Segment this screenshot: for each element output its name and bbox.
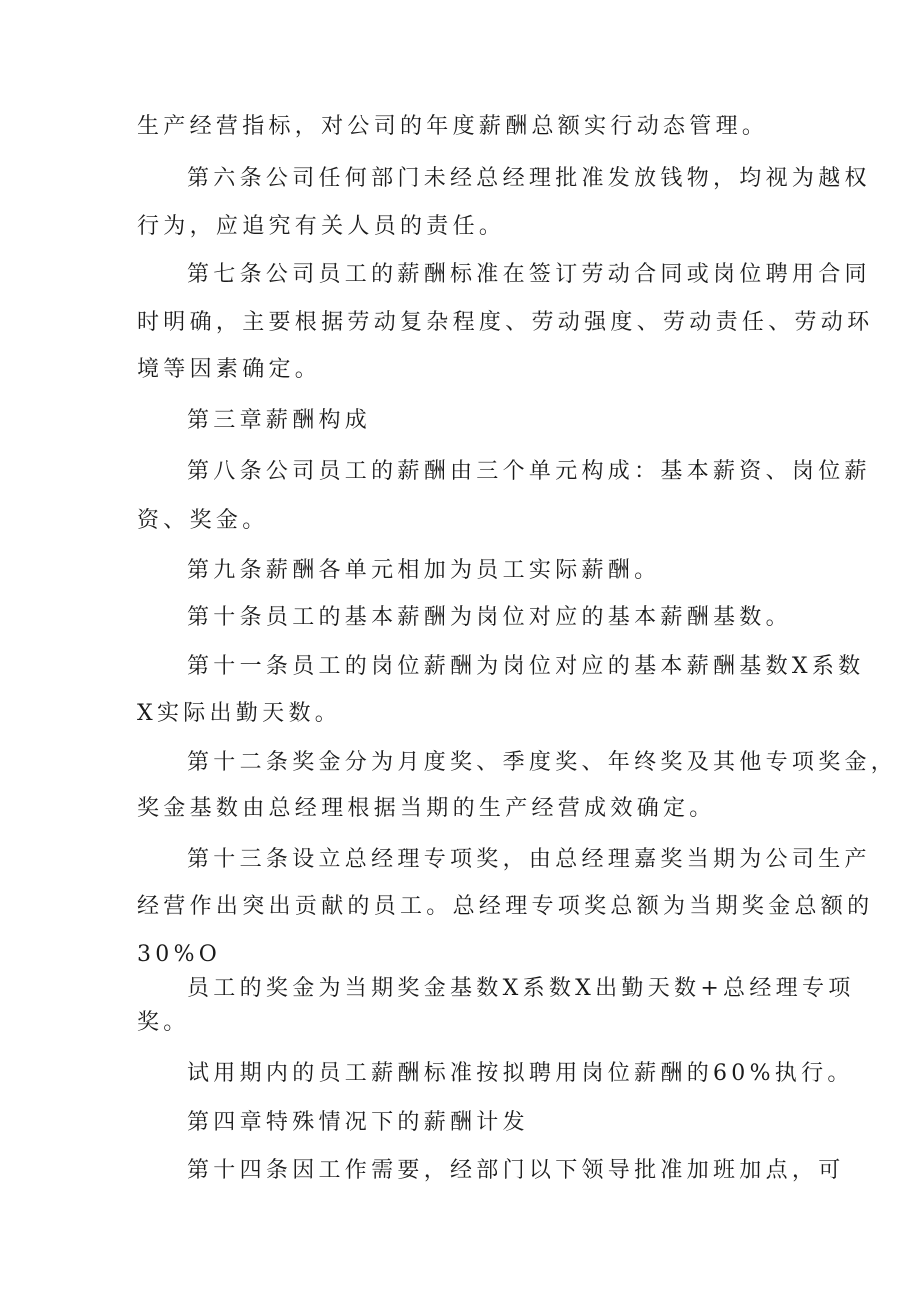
paragraph-line: 资、奖金。 xyxy=(137,508,269,533)
paragraph-line: 经营作出突出贡献的员工。总经理专项奖总额为当期奖金总额的 xyxy=(137,894,874,919)
paragraph-line: 时明确，主要根据劳动复杂程度、劳动强度、劳动责任、劳动环 xyxy=(137,310,874,335)
chapter-heading: 第三章薪酬构成 xyxy=(187,408,372,433)
paragraph-line: 第十二条奖金分为月度奖、季度奖、年终奖及其他专项奖金， xyxy=(187,750,898,775)
paragraph-line: 第十条员工的基本薪酬为岗位对应的基本薪酬基数。 xyxy=(187,605,792,630)
paragraph-line: 第七条公司员工的薪酬标准在签订劳动合同或岗位聘用合同 xyxy=(187,262,871,287)
paragraph-line: 生产经营指标，对公司的年度薪酬总额实行动态管理。 xyxy=(137,114,769,139)
chapter-heading: 第四章特殊情况下的薪酬计发 xyxy=(187,1110,529,1135)
paragraph-line: 员工的奖金为当期奖金基数X系数X出勤天数+总经理专项 xyxy=(187,976,855,1001)
paragraph-line: 奖。 xyxy=(137,1010,190,1035)
paragraph-line: 第九条薪酬各单元相加为员工实际薪酬。 xyxy=(187,558,661,583)
paragraph-line: 第十四条因工作需要，经部门以下领导批准加班加点，可 xyxy=(187,1158,845,1183)
paragraph-line: 第十一条员工的岗位薪酬为岗位对应的基本薪酬基数X系数 xyxy=(187,654,865,679)
paragraph-line: 境等因素确定。 xyxy=(137,357,322,382)
paragraph-line: 30%O xyxy=(137,942,222,967)
paragraph-line: 第六条公司任何部门未经总经理批准发放钱物，均视为越权 xyxy=(187,166,871,191)
paragraph-line: X实际出勤天数。 xyxy=(137,701,342,726)
paragraph-line: 第十三条设立总经理专项奖，由总经理嘉奖当期为公司生产 xyxy=(187,847,871,872)
paragraph-line: 试用期内的员工薪酬标准按拟聘用岗位薪酬的60%执行。 xyxy=(187,1061,854,1086)
paragraph-line: 第八条公司员工的薪酬由三个单元构成：基本薪资、岗位薪 xyxy=(187,459,871,484)
paragraph-line: 行为，应追究有关人员的责任。 xyxy=(137,214,506,239)
paragraph-line: 奖金基数由总经理根据当期的生产经营成效确定。 xyxy=(137,796,716,821)
